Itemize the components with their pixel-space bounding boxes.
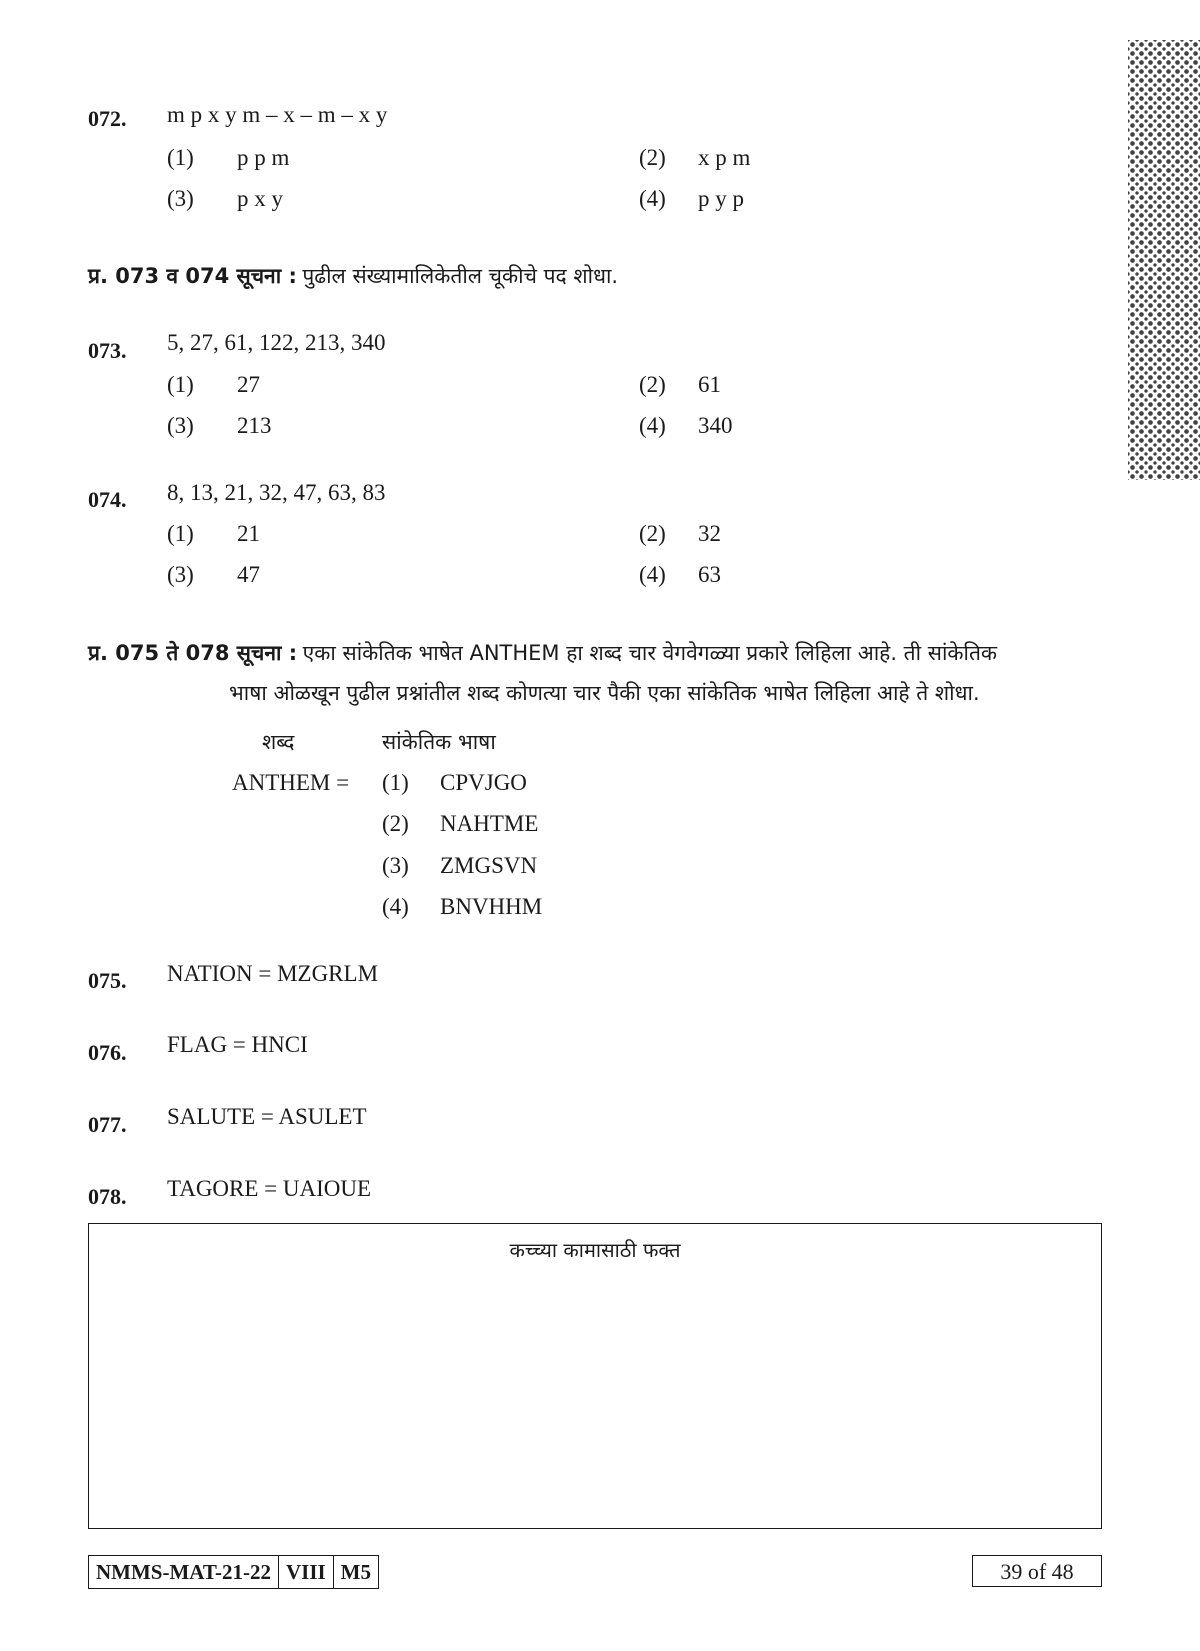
code-option-1: (1) CPVJGO (382, 770, 527, 795)
question-number: 076. (88, 1040, 127, 1065)
option-1: (1) 21 (167, 521, 260, 546)
question-number: 077. (88, 1112, 127, 1137)
question-text: SALUTE = ASULET (167, 1104, 367, 1129)
option-3: (3) 47 (167, 562, 260, 587)
set-code: M5 (340, 1560, 371, 1584)
question-number: 074. (88, 487, 127, 512)
question-number: 073. (88, 338, 127, 363)
instruction-73-74: प्र. 073 व 074 सूचना : पुढील संख्यामालिकेतील चूकीचे पद शोधा. (88, 264, 619, 288)
question-text: FLAG = HNCI (167, 1032, 308, 1057)
question-number: 075. (88, 968, 127, 993)
option-4: (4) p y p (639, 186, 744, 211)
question-number: 078. (88, 1184, 127, 1209)
question-text: 5, 27, 61, 122, 213, 340 (167, 330, 386, 355)
code-option-3: (3) ZMGSVN (382, 853, 538, 878)
option-2: (2) x p m (639, 145, 751, 170)
table-header-code: सांकेतिक भाषा (382, 730, 496, 754)
option-3: (3) 213 (167, 413, 272, 438)
code-option-4: (4) BNVHHM (382, 894, 543, 919)
question-text: NATION = MZGRLM (167, 961, 379, 986)
option-1: (1) p p m (167, 145, 290, 170)
option-4: (4) 340 (639, 413, 733, 438)
question-text: TAGORE = UAIOUE (167, 1176, 372, 1201)
decorative-border-pattern (1128, 40, 1200, 480)
standard: VIII (279, 1556, 334, 1588)
rough-work-box (88, 1223, 1102, 1529)
paper-code: NMMS-MAT-21-22 (89, 1556, 279, 1588)
footer-paper-code (88, 1555, 379, 1589)
question-text: m p x y m – x – m – x y (167, 102, 388, 127)
question-number: 072. (88, 106, 127, 131)
code-option-2: (2) NAHTME (382, 811, 539, 836)
instruction-75-78-line2: भाषा ओळखून पुढील प्रश्नांतील शब्द कोणत्या चार पैकी एका सांकेतिक भाषेत लिहिला आहे ते शोधा. (229, 681, 980, 705)
option-4: (4) 63 (639, 562, 721, 587)
option-2: (2) 61 (639, 372, 721, 397)
option-2: (2) 32 (639, 521, 721, 546)
option-1: (1) 27 (167, 372, 260, 397)
page-number: 39 of 48 (972, 1555, 1102, 1587)
question-text: 8, 13, 21, 32, 47, 63, 83 (167, 480, 386, 505)
instruction-75-78: प्र. 075 ते 078 सूचना : एका सांकेतिक भाषेत ANTHEM हा शब्द चार वेगवेगळ्या प्रकारे लिहिला आहे. ती सांकेतिक (88, 641, 998, 665)
table-header-word: शब्द (262, 730, 295, 754)
rough-work-label: कच्च्या कामासाठी फक्त (509, 1238, 681, 1262)
option-3: (3) p x y (167, 186, 283, 211)
code-word: ANTHEM = (232, 770, 350, 795)
